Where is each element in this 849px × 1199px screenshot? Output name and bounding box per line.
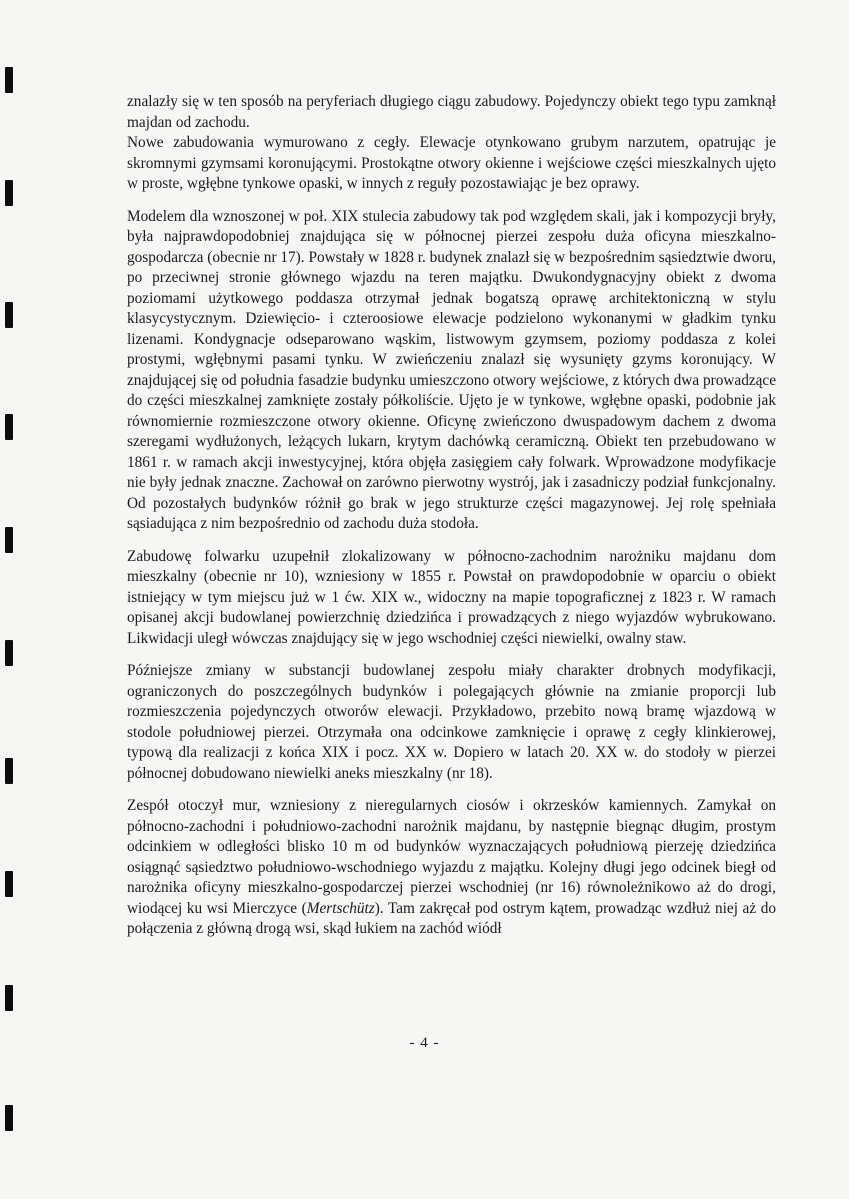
paragraph: znalazły się w ten sposób na peryferiach długiego ciągu zabudowy. Pojedynczy obiekt tego typu zamknął majdan od zachodu. (127, 93, 776, 131)
binding-mark (5, 414, 13, 440)
paragraph-text: ). Tam zakręcał pod ostrym kątem, prowadząc wzdłuż niej aż do połączenia z główną drogą wsi, skąd łukiem na zachód wiódł (127, 899, 777, 937)
paragraph: Nowe zabudowania wymurowano z cegły. Elewacje otynkowano grubym narzutem, opatrując je skromnymi gzymsami koronującymi. Prostokątne otwory okienne i wejściowe części mieszkalnych ujęto w proste, wgłębne tynkowe opaski, w innych z reguły pozostawiając je bez oprawy. (127, 134, 776, 192)
paragraph: Późniejsze zmiany w substancji budowlanej zespołu miały charakter drobnych modyfikacji, ograniczonych do poszczególnych budynków i polegających głównie na zmianie proporcji lub rozmieszczenia pojedynczych otworów elewacji. Przykładowo, przebito nową bramę wjazdową w stodole południowej pierzei. Otrzymała ona odcinkowe zamknięcie i oprawę z cegły klinkierowej, typową dla realizacji z końca XIX i pocz. XX w. Dopiero w latach 20. XX w. do stodoły w pierzei północnej dobudowano niewielki aneks mieszkalny (nr 18). (127, 662, 776, 782)
binding-mark (5, 302, 13, 328)
paragraph: Zabudowę folwarku uzupełnił zlokalizowany w północno-zachodnim narożniku majdanu dom mieszkalny (obecnie nr 10), wzniesiony w 1855 r. Powstał on prawdopodobnie w oparciu o obiekt istniejący w tym miejscu już w 1 ćw. XIX w., widoczny na mapie topograficznej z 1823 r. W ramach opisanej akcji budowlanej powierzchnię dziedzińca i prowadzących z niego wyjazdów wybrukowano. Likwidacji uległ wówczas znajdujący się w jego wschodniej części niewielki, owalny staw. (127, 547, 776, 647)
paragraph-text: Zespół otoczył mur, wzniesiony z nieregularnych ciosów i okrzesków kamiennych. Zamykał on północno-zachodni i południowo-zachodni narożnik majdanu, by następnie biegnąc długim, prostym odcinkiem w odległości blisko 10 m od budynków wyznaczających południową pierzeję dziedzińca osiągnąć sąsiedztwo południowo-wschodniego wyjazdu z majątku. Kolejny długi jego odcinek biegł od narożnika oficyny mieszkalno-gospodarczej pierzei wschodniej (nr 16) równoleżnikowo aż do drogi, wiodącej ku wsi Mierczyce ( (127, 797, 776, 917)
binding-mark (5, 871, 13, 897)
binding-mark (5, 758, 13, 784)
binding-mark (5, 527, 13, 553)
binding-mark (5, 985, 13, 1011)
paragraph-last (127, 796, 776, 940)
binding-marks (0, 0, 20, 1199)
body-text (127, 92, 776, 952)
binding-mark (5, 180, 13, 206)
binding-mark (5, 1105, 13, 1131)
binding-mark (5, 640, 13, 666)
binding-mark (5, 67, 13, 93)
paragraph: Modelem dla wznoszonej w poł. XIX stulecia zabudowy tak pod względem skali, jak i kompozycji bryły, była najprawdopodobniej znajdująca się w północnej pierzei zespołu duża oficyna mieszkalno-gospodarcza (obecnie nr 17). Powstały w 1828 r. budynek znalazł się w bezpośrednim sąsiedztwie dworu, po przeciwnej stronie głównego wjazdu na teren majątku. Dwukondygnacyjny obiekt z dwoma poziomami użytkowego poddasza otrzymał jednak bogatszą oprawę architektoniczną w stylu klasycystycznym. Dziewięcio- i czteroosiowe elewacje podzielono wykonanymi w gładkim tynku lizenami. Kondygnacje odseparowano wąskim, listwowym gzymsem, poziomy poddasza z kolei prostymi, wgłębnymi pasami tynku. W zwieńczeniu znalazł się wysunięty gzyms koronujący. W znajdującej się od południa fasadzie budynku umieszczono otwory wejściowe, z których dwa prowadzące do części mieszkalnej zamknięte zostały półkoliście. Ujęto je w tynkowe, wgłębne opaski, podobnie jak równomiernie rozmieszczone otwory okienne. Oficynę zwieńczono dwuspadowym dachem z dwoma szeregami wydłużonych, leżących lukarn, krytym dachówką ceramiczną. Obiekt ten przebudowano w 1861 r. w ramach akcji inwestycyjnej, która objęła zasięgiem cały folwark. Wprowadzone modyfikacje nie były jednak znaczne. Zachował on zarówno pierwotny wystrój, jak i zasadniczy podział funkcjonalny. Od pozostałych budynków różnił go brak w jego strukturze części magazynowej. Jej rolę spełniała sąsiadująca z nim bezpośrednio od zachodu duża stodoła. (127, 207, 776, 532)
place-name-italic: Mertschütz (306, 899, 375, 917)
page-number: - 4 - (409, 1035, 440, 1051)
